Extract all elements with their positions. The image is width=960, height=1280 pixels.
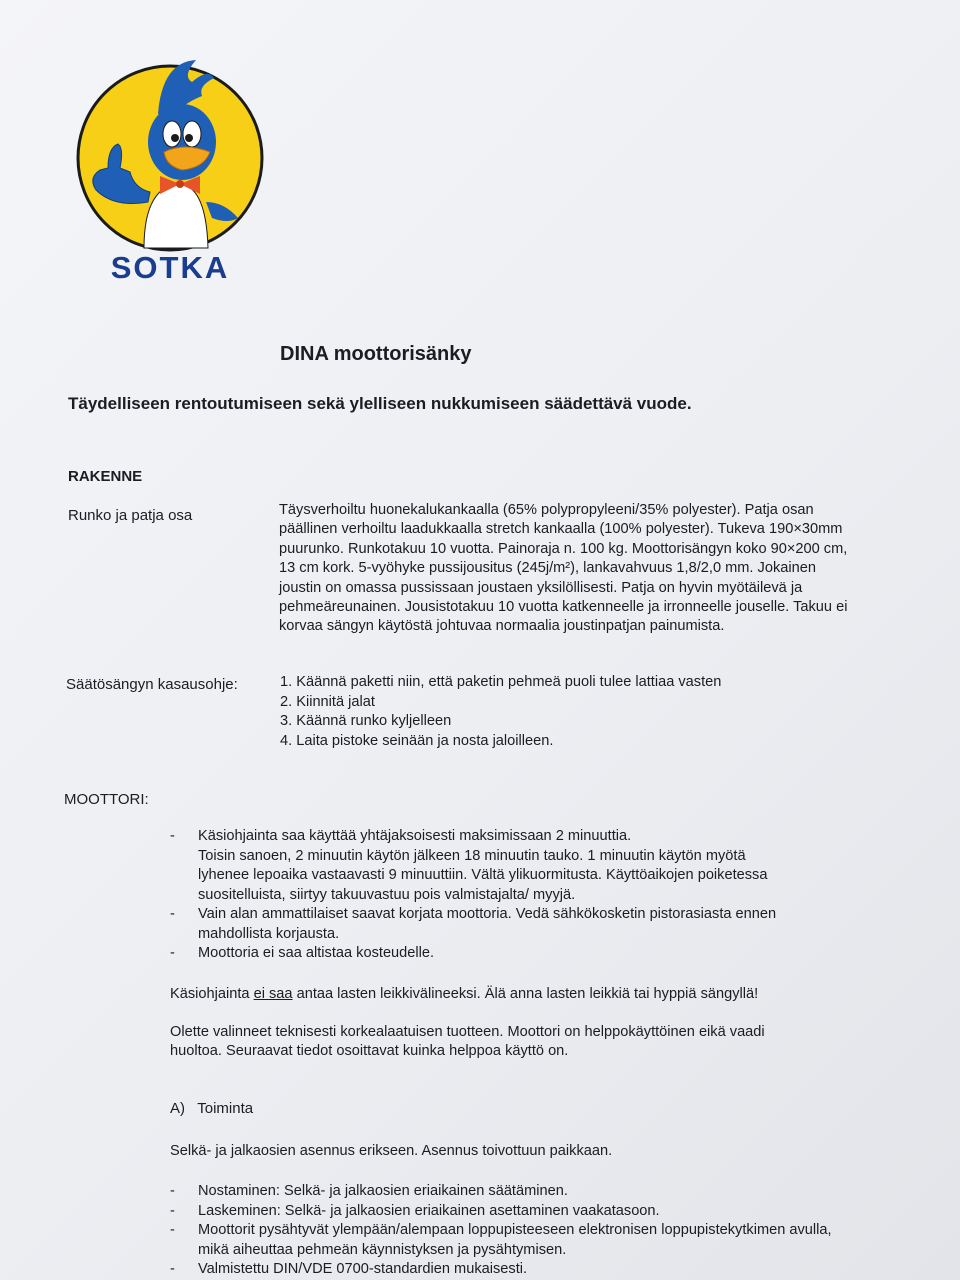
text-line: - Valmistettu DIN/VDE 0700-standardien mukaisesti.	[198, 1261, 528, 1277]
text-line: huoltoa. Seuraavat tiedot osoittavat kuinka helppoa käyttö on.	[170, 1043, 569, 1060]
text-line: mahdollista korjausta.	[198, 925, 340, 942]
text-line: - Laskeminen: Selkä- ja jalkaosien eriaikainen asettaminen vaakatasoon.	[198, 1202, 660, 1219]
text-line: pehmeäreunainen. Jousistotakuu 10 vuotta katkenneelle ja irronneelle jouselle. Takuu ei	[279, 599, 848, 616]
list-item	[170, 1221, 832, 1260]
text-line: - Moottorit pysähtyvät ylempään/alempaan loppupisteeseen elektronisen loppupistekytkimen avulla,	[198, 1222, 832, 1238]
text-line: - Käsiohjainta saa käyttää yhtäjaksoisesti maksimissaan 2 minuuttia.	[198, 828, 632, 844]
text-line: korvaa sängyn käytöstä johtuvaa normaalia joustinpatjan painumista.	[279, 618, 725, 635]
text-line: lyhenee lepoaika vastaavasti 9 minuuttiin. Vältä ylikuormitusta. Käyttöaikojen poiketessa	[198, 867, 768, 883]
list-item	[170, 1202, 832, 1222]
text-line: suositelluista, siirtyy takuuvastuu pois valmistajalta/ myyjä.	[198, 886, 576, 903]
assembly-step: 2. Kiinnitä jalat	[280, 693, 375, 710]
warning-text-underlined: ei saa	[253, 986, 293, 1002]
assembly-step: 4. Laita pistoke seinään ja nosta jaloilleen.	[280, 732, 554, 749]
text-line: - Nostaminen: Selkä- ja jalkaosien eriaikainen säätäminen.	[198, 1183, 568, 1199]
list-item	[170, 1182, 832, 1202]
list-item	[170, 944, 776, 964]
sotka-logo	[74, 52, 270, 288]
runko-description	[279, 501, 939, 637]
motor-intro	[170, 1023, 765, 1062]
text-line: puurunko. Runkotakuu 10 vuotta. Painoraja n. 100 kg. Moottorisängyn koko 90×200 cm,	[279, 540, 848, 557]
text-line: Olette valinneet teknisesti korkealaatuisen tuotteen. Moottori on helppokäyttöinen eikä vaadi	[170, 1024, 765, 1040]
assembly-step: 1. Käännä paketti niin, että paketin pehmeä puoli tulee lattiaa vasten	[280, 674, 722, 690]
list-item	[170, 905, 776, 944]
document-subtitle: Täydelliseen rentoutumiseen sekä ylelliseen nukkumiseen säädettävä vuode.	[68, 394, 692, 413]
text-line: joustin on omassa pussissaan joustaen yksilöllisesti. Patja on hyvin myötäilevä ja	[279, 579, 803, 596]
assembly-steps	[280, 673, 721, 751]
text-line: mikä aiheuttaa pehmeän käynnistyksen ja pysähtymisen.	[198, 1241, 567, 1258]
function-list	[170, 1182, 832, 1280]
section-heading-toiminta: A) Toiminta	[170, 1100, 254, 1117]
text-line: - Moottoria ei saa altistaa kosteudelle.	[198, 945, 435, 961]
assembly-step: 3. Käännä runko kyljelleen	[280, 713, 452, 729]
warning-text-end: antaa lasten leikkivälineeksi. Älä anna lasten leikkiä tai hyppiä sängyllä!	[292, 986, 759, 1002]
label-runko: Runko ja patja osa	[68, 507, 193, 524]
motor-rules-list	[170, 827, 776, 964]
warning-text-start: Käsiohjainta	[170, 986, 254, 1002]
children-warning	[170, 985, 758, 1004]
label-kasausohje: Säätösängyn kasausohje:	[66, 676, 238, 693]
text-line: - Vain alan ammattilaiset saavat korjata moottoria. Vedä sähkökosketin pistorasiasta ennen	[198, 906, 777, 922]
text-line: päällinen verhoiltu laadukkaalla stretch kankaalla (100% polyester). Tukeva 190×30mm	[279, 521, 843, 538]
list-item	[170, 827, 776, 905]
list-item	[170, 1260, 832, 1280]
toiminta-text: Selkä- ja jalkaosien asennus erikseen. Asennus toivottuun paikkaan.	[170, 1143, 613, 1159]
text-line: Täysverhoiltu huonekalukankaalla (65% polypropyleeni/35% polyester). Patja osan	[279, 502, 814, 518]
section-heading-moottori: MOOTTORI:	[64, 791, 149, 808]
section-heading-rakenne: RAKENNE	[68, 468, 143, 485]
brand-name: SOTKA	[110, 250, 230, 285]
document-title: DINA moottorisänky	[280, 343, 472, 365]
text-line: Toisin sanoen, 2 minuutin käytön jälkeen 18 minuutin tauko. 1 minuutin käytön myötä	[198, 847, 746, 864]
text-line: 13 cm kork. 5-vyöhyke pussijousitus (245j/m²), lankavahvuus 1,8/2,0 mm. Jokainen	[279, 560, 816, 577]
